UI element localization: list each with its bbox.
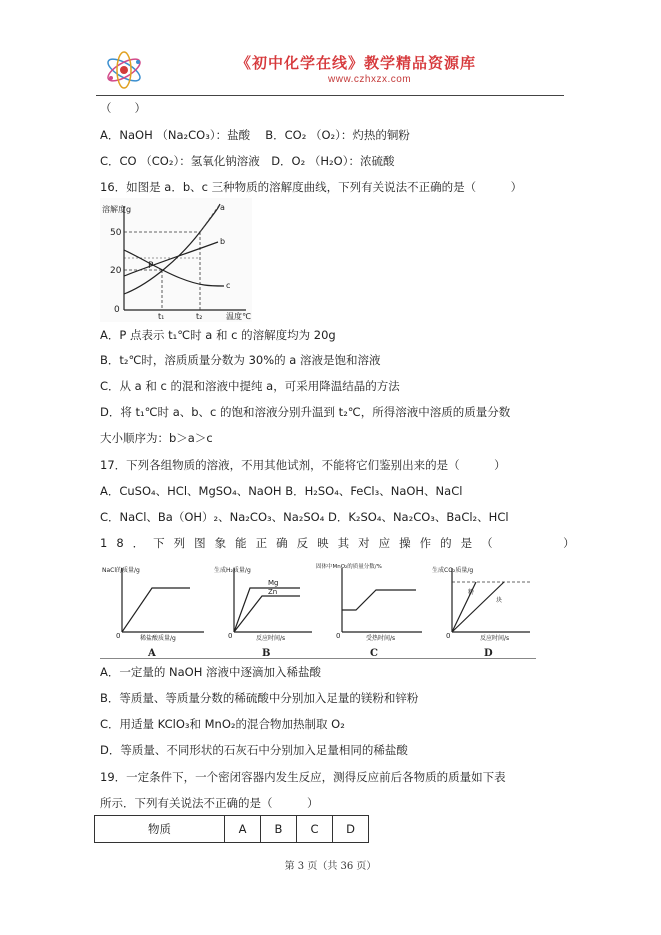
q18-b-zn-label: Zn xyxy=(268,588,278,596)
q18-c-xlabel: 受热时间/s xyxy=(366,635,396,642)
table-header-cell: A xyxy=(225,816,261,843)
q17-stem: 17．下列各组物质的溶液，不用其他试剂，不能将它们鉴别出来的是（ ） xyxy=(100,458,506,472)
q18-b-mg-label: Mg xyxy=(268,579,279,587)
header-url: www.czhxzx.com xyxy=(328,74,412,85)
page-number: 第 3 页（共 36 页） xyxy=(284,861,377,872)
q18-d-xlabel: 反应时间/s xyxy=(480,635,510,642)
table-header-cell: 物质 xyxy=(95,816,225,843)
q16-option-c: C．从 a 和 c 的混和溶液中提纯 a，可采用降温结晶的方法 xyxy=(100,379,400,393)
q18-graphs xyxy=(100,560,536,660)
q17-options-cd: C．NaCl、Ba（OH）₂、Na₂CO₃、Na₂SO₄ D．K₂SO₄、Na₂CO₃、BaCl₂、HCl xyxy=(100,510,509,524)
q18-c-origin: 0 xyxy=(336,632,341,640)
q15-options-ab: A．NaOH （Na₂CO₃）：盐酸 B．CO₂ （O₂）：灼热的铜粉 xyxy=(100,128,410,142)
q16-curve-c-label: c xyxy=(226,281,231,290)
q16-option-d-line2: 大小顺序为：b＞a＞c xyxy=(100,431,213,445)
q18-graph-b xyxy=(214,566,312,659)
q18-b-letter: B xyxy=(262,648,271,659)
q18-b-xlabel: 反应时间/s xyxy=(256,635,286,642)
q18-graph-a xyxy=(102,566,204,659)
q16-ylabel: 溶解度g xyxy=(102,205,132,214)
q15-bracket: （ ） xyxy=(100,101,146,115)
q18-b-ylabel: 生成H₂质量/g xyxy=(214,567,251,574)
q16-tick-t2: t₂ xyxy=(196,312,203,321)
q16-option-b: B．t₂℃时，溶质质量分数为 30%的 a 溶液是饱和溶液 xyxy=(100,353,381,367)
q18-d-origin: 0 xyxy=(446,632,451,640)
q18-d-powder-label: 粉 xyxy=(468,589,475,596)
page-header xyxy=(96,46,564,98)
q16-tick-0: 0 xyxy=(114,305,120,315)
q18-option-d: D．等质量、不同形状的石灰石中分别加入足量相同的稀盐酸 xyxy=(100,743,408,757)
table-header-cell: B xyxy=(261,816,297,843)
q16-option-a: A．P 点表示 t₁℃时 a 和 c 的溶解度均为 20g xyxy=(100,328,336,342)
q19-stem-line2: 所示．下列有关说法不正确的是（ ） xyxy=(100,796,319,810)
q18-graph-c xyxy=(316,562,422,659)
q16-tick-20: 20 xyxy=(110,266,122,276)
q17-options-ab: A．CuSO₄、HCl、MgSO₄、NaOH B．H₂SO₄、FeCl₃、NaOH、NaCl xyxy=(100,484,463,498)
q15-options-cd: C．CO （CO₂）：氢氧化钠溶液 D．O₂ （H₂O）：浓硫酸 xyxy=(100,154,395,168)
q18-d-lump-label: 块 xyxy=(496,597,503,604)
q18-option-b: B．等质量、等质量分数的稀硫酸中分别加入足量的镁粉和锌粉 xyxy=(100,691,419,705)
q18-graph-divider xyxy=(100,658,536,659)
header-title: 《初中化学在线》教学精品资源库 xyxy=(236,54,477,72)
table-header-cell: C xyxy=(297,816,333,843)
atom-logo-icon xyxy=(102,48,146,92)
q16-stem: 16．如图是 a．b、c 三种物质的溶解度曲线，下列有关说法不正确的是（ ） xyxy=(100,180,523,194)
q18-option-a: A．一定量的 NaOH 溶液中逐滴加入稀盐酸 xyxy=(100,665,322,679)
q16-option-d-line1: D．将 t₁℃时 a、b、c 的饱和溶液分别升温到 t₂℃，所得溶液中溶质的质量分数 xyxy=(100,405,511,419)
q18-d-letter: D xyxy=(484,648,493,659)
q16-point-p-label: P xyxy=(148,261,154,271)
q16-xlabel: 温度℃ xyxy=(226,312,251,321)
q18-a-letter: A xyxy=(148,648,156,659)
q18-a-xlabel: 稀盐酸质量/g xyxy=(140,635,176,642)
q16-curve-a-label: a xyxy=(220,203,225,212)
header-divider xyxy=(96,95,564,96)
q16-tick-50: 50 xyxy=(110,228,122,238)
q18-a-ylabel: NaCl的质量/g xyxy=(102,567,140,574)
q18-graph-d xyxy=(432,566,530,659)
q18-stem: 18．下列图象能正确反映其对应操作的是（ ） xyxy=(100,536,584,550)
q18-d-ylabel: 生成CO₂质量/g xyxy=(432,567,474,574)
q18-b-origin: 0 xyxy=(228,632,233,640)
q16-tick-t1: t₁ xyxy=(158,312,165,321)
q16-curve-b-label: b xyxy=(220,237,226,246)
q19-stem-line1: 19．一定条件下，一个密闭容器内发生反应，测得反应前后各物质的质量如下表 xyxy=(100,770,506,784)
q18-option-c: C．用适量 KClO₃和 MnO₂的混合物加热制取 O₂ xyxy=(100,717,345,731)
q18-c-letter: C xyxy=(370,648,378,659)
q19-data-table xyxy=(94,815,369,843)
q18-c-ylabel: 固体中MnO₂的质量分数/% xyxy=(316,564,382,570)
q18-a-origin: 0 xyxy=(116,632,121,640)
table-header-cell: D xyxy=(333,816,369,843)
table-row xyxy=(95,816,369,843)
q16-solubility-graph xyxy=(100,198,252,322)
